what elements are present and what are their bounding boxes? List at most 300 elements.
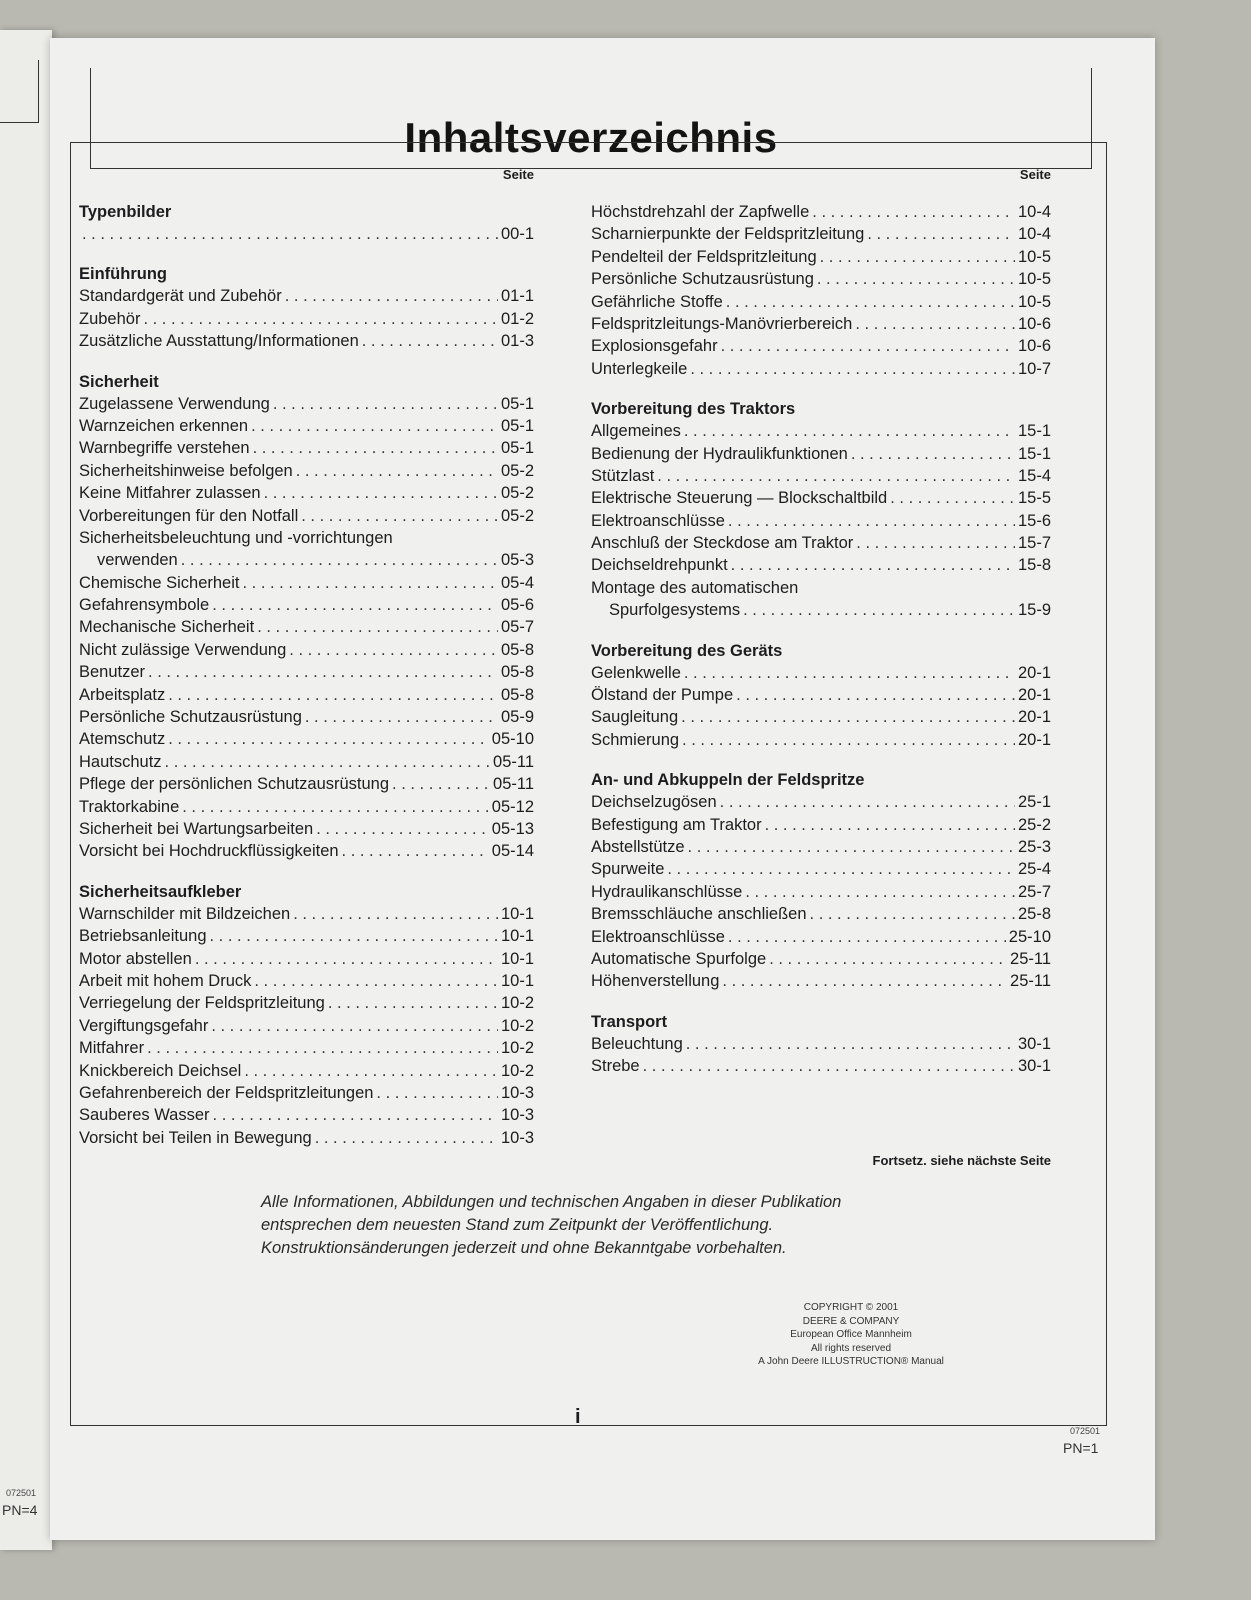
toc-entry[interactable]: [79, 925, 534, 947]
dot-leader: [769, 948, 1007, 970]
toc-entry-page: 00-1: [500, 225, 534, 243]
toc-entry-text: Allgemeines: [591, 422, 681, 441]
toc-entry-page: 10-3: [500, 1106, 534, 1125]
toc-entry-page: 10-2: [500, 1039, 534, 1058]
dot-leader: [726, 291, 1015, 313]
toc-entry[interactable]: [79, 1060, 534, 1082]
dot-leader: [213, 1104, 498, 1126]
dot-leader: [244, 1060, 498, 1082]
toc-entry-text: Verriegelung der Feldspritzleitung: [79, 994, 325, 1013]
toc-entry-text: Feldspritzleitungs-Manövrierbereich: [591, 314, 853, 333]
toc-entry[interactable]: [591, 420, 1051, 442]
toc-entry[interactable]: [79, 684, 534, 706]
toc-entry[interactable]: [591, 554, 1051, 576]
dot-leader: [254, 970, 498, 992]
dot-leader: [328, 992, 498, 1014]
toc-entry-text: Stützlast: [591, 466, 655, 485]
toc-entry-page: 25-2: [1017, 815, 1051, 834]
toc-frame: [70, 142, 1107, 1426]
toc-entry-page: 10-6: [1017, 337, 1051, 356]
dot-leader: [820, 246, 1015, 268]
toc-entry-page: 05-1: [500, 394, 534, 413]
toc-entry[interactable]: [79, 437, 534, 459]
toc-entry-page: 05-8: [500, 640, 534, 659]
toc-entry-page: 25-11: [1010, 972, 1051, 991]
seite-label-left: Seite: [502, 167, 534, 182]
toc-entry-page: 10-3: [500, 1128, 534, 1147]
toc-entry-page: 15-1: [1017, 422, 1051, 441]
toc-entry-page: 05-11: [493, 752, 534, 771]
toc-entry[interactable]: [591, 970, 1051, 992]
toc-entry-text: Höchstdrehzahl der Zapfwelle: [591, 203, 810, 221]
toc-entry-text: Gefährliche Stoffe: [591, 292, 723, 311]
toc-entry-page: 05-6: [500, 596, 534, 615]
toc-entry-page: 20-1: [1017, 663, 1051, 682]
dot-leader: [305, 706, 498, 728]
dot-leader: [643, 1055, 1015, 1077]
toc-entry[interactable]: [79, 460, 534, 482]
toc-entry-page: 05-14: [491, 842, 534, 861]
toc-section-title: Vorbereitung des Geräts: [591, 641, 783, 660]
toc-section-title: An- und Abkuppeln der Feldspritze: [591, 771, 865, 790]
toc-entry-page: 15-1: [1017, 444, 1051, 463]
toc-entry[interactable]: [79, 308, 534, 330]
toc-entry[interactable]: [79, 415, 534, 437]
toc-entry-text: Pendelteil der Feldspritzleitung: [591, 247, 817, 266]
dot-leader: [212, 594, 498, 616]
toc-entry-page: 15-5: [1017, 489, 1051, 508]
dot-leader: [731, 554, 1015, 576]
toc-entry-page: 05-12: [491, 797, 534, 816]
toc-entry[interactable]: [591, 791, 1051, 813]
dot-leader: [856, 532, 1015, 554]
toc-entry[interactable]: [591, 487, 1051, 509]
toc-entry[interactable]: [591, 532, 1051, 554]
dot-leader: [722, 970, 1007, 992]
toc-entry-page: 20-1: [1017, 708, 1051, 727]
copyright-line: A John Deere ILLUSTRUCTION® Manual: [758, 1356, 944, 1367]
toc-entry-page: 25-1: [1017, 793, 1051, 812]
toc-entry[interactable]: [79, 948, 534, 970]
toc-entry[interactable]: [79, 330, 534, 352]
toc-entry-page: 30-1: [1017, 1034, 1051, 1053]
toc-entry[interactable]: [591, 926, 1051, 948]
toc-entry-page: 15-9: [1017, 601, 1051, 620]
toc-entry-text: Zusätzliche Ausstattung/Informationen: [79, 332, 359, 351]
toc-entry-page: 05-2: [500, 484, 534, 503]
toc-entry-text: Bedienung der Hydraulikfunktionen: [591, 444, 848, 463]
toc-entry-page: 05-2: [500, 506, 534, 525]
right-footer-pn: PN=1: [1063, 1440, 1099, 1456]
toc-entry[interactable]: [79, 594, 534, 616]
document-page: [50, 38, 1155, 1540]
dot-leader: [684, 420, 1015, 442]
toc-section-title: Vorbereitung des Traktors: [591, 400, 796, 419]
dot-leader: [316, 818, 489, 840]
toc-entry-text: Deichseldrehpunkt: [591, 556, 728, 575]
toc-entry-text: Hautschutz: [79, 752, 162, 771]
toc-entry[interactable]: [79, 1037, 534, 1059]
toc-entry-page: 10-2: [500, 994, 534, 1013]
toc-left-column: [79, 143, 534, 1149]
toc-entry-text: Sicherheitshinweise befolgen: [79, 461, 293, 480]
toc-entry-text: Pflege der persönlichen Schutzausrüstung: [79, 775, 390, 794]
toc-entry-page: 10-5: [1017, 292, 1051, 311]
toc-entry[interactable]: [591, 465, 1051, 487]
toc-entry[interactable]: [591, 881, 1051, 903]
copyright-line: COPYRIGHT © 2001: [803, 1302, 899, 1313]
toc-entry-text: Arbeitsplatz: [79, 685, 166, 704]
dot-leader: [720, 791, 1015, 813]
toc-entry[interactable]: [591, 814, 1051, 836]
toc-entry-page: 25-11: [1010, 949, 1051, 968]
toc-entry[interactable]: [79, 285, 534, 307]
toc-entry-page: 10-1: [500, 971, 534, 990]
toc-entry-page: 05-10: [491, 730, 534, 749]
dot-leader: [721, 335, 1015, 357]
toc-entry-page: 10-2: [500, 1016, 534, 1035]
toc-entry[interactable]: [591, 291, 1051, 313]
toc-section: [79, 881, 534, 1149]
toc-entry-text: Explosionsgefahr: [591, 337, 718, 356]
toc-entry[interactable]: [79, 903, 534, 925]
toc-entry-text: Anschluß der Steckdose am Traktor: [591, 534, 854, 553]
dot-leader: [667, 858, 1015, 880]
toc-entry-page: 10-1: [500, 904, 534, 923]
toc-entry-text: Vergiftungsgefahr: [79, 1016, 209, 1035]
toc-entry[interactable]: [591, 684, 1051, 706]
toc-entry-text: Saugleitung: [591, 708, 679, 727]
toc-entry-page: 05-1: [500, 439, 534, 458]
dot-leader: [812, 201, 1015, 223]
toc-entry[interactable]: [591, 223, 1051, 245]
toc-entry-page: 10-1: [500, 927, 534, 946]
toc-entry-page: 01-2: [500, 309, 534, 328]
toc-entry-page: 10-2: [500, 1061, 534, 1080]
toc-entry[interactable]: [591, 1033, 1051, 1055]
toc-section: [79, 263, 534, 352]
toc-section: [591, 398, 1051, 622]
toc-entry-page: 10-4: [1017, 225, 1051, 244]
toc-entry-page: 05-13: [491, 819, 534, 838]
toc-entry-text: Chemische Sicherheit: [79, 573, 240, 592]
toc-entry-text: Zubehör: [79, 309, 141, 328]
dot-leader: [315, 1127, 498, 1149]
toc-entry[interactable]: [591, 706, 1051, 728]
toc-entry-text: Schmierung: [591, 730, 680, 749]
disclaimer-note: Alle Informationen, Abbildungen und technischen Angaben in dieser Publikation entsprechen dem neuesten Stand zum Zeitpunkt der Veröffentlichung. Konstruktionsänderungen jederzeit und ohne Bekanntgabe vorbehalten.: [261, 1193, 842, 1257]
toc-entry[interactable]: [79, 840, 534, 862]
dot-leader: [376, 1082, 498, 1104]
toc-entry[interactable]: [79, 393, 534, 415]
toc-entry[interactable]: [79, 818, 534, 840]
dot-leader: [684, 662, 1015, 684]
toc-entry[interactable]: [591, 246, 1051, 268]
toc-entry-text: Befestigung am Traktor: [591, 815, 762, 834]
toc-entry-page: 15-4: [1017, 466, 1051, 485]
toc-entry[interactable]: [79, 1082, 534, 1104]
toc-entry-page: 10-7: [1017, 359, 1051, 378]
toc-entry-text: Höhenverstellung: [591, 972, 720, 991]
toc-section: [79, 371, 534, 863]
toc-entry[interactable]: [79, 1015, 534, 1037]
dot-leader: [688, 836, 1015, 858]
toc-entry-text: Unterlegkeile: [591, 359, 688, 378]
toc-entry-text: Vorbereitungen für den Notfall: [79, 506, 299, 525]
dot-leader: [253, 437, 498, 459]
dot-leader: [264, 482, 498, 504]
page-title: Inhaltsverzeichnis: [404, 114, 778, 161]
toc-entry-text: Keine Mitfahrer zulassen: [79, 484, 261, 503]
toc-entry-text: Warnbegriffe verstehen: [79, 439, 250, 458]
toc-entry-page: 30-1: [1017, 1057, 1051, 1076]
toc-entry[interactable]: [79, 639, 534, 661]
toc-entry-page: 25-3: [1017, 837, 1051, 856]
toc-entry-text: Gefahrensymbole: [79, 596, 210, 615]
toc-entry-page: 15-8: [1017, 556, 1051, 575]
dot-leader: [736, 684, 1015, 706]
toc-entry[interactable]: [79, 1104, 534, 1126]
copyright-block: [731, 1301, 971, 1369]
dot-leader: [243, 572, 498, 594]
dot-leader: [392, 773, 490, 795]
dot-leader: [296, 460, 498, 482]
dot-leader: [273, 393, 498, 415]
toc-entry[interactable]: [591, 662, 1051, 684]
left-footer-code: 072501: [6, 1488, 37, 1498]
toc-entry-text: Vorsicht bei Hochdruckflüssigkeiten: [79, 842, 339, 861]
toc-entry-text: Gelenkwelle: [591, 663, 681, 682]
toc-section-title: Transport: [591, 1012, 668, 1031]
toc-entry[interactable]: [79, 751, 534, 773]
toc-entry[interactable]: [591, 599, 1051, 621]
toc-entry[interactable]: [79, 505, 534, 527]
toc-section-title: Sicherheitsaufkleber: [79, 882, 242, 901]
toc-entry[interactable]: [591, 335, 1051, 357]
toc-entry-page: 10-5: [1017, 270, 1051, 289]
toc-entry-page: 20-1: [1017, 686, 1051, 705]
toc-entry-text: Warnzeichen erkennen: [79, 416, 249, 435]
toc-entry-page: 05-3: [500, 551, 534, 570]
toc-entry-text: Scharnierpunkte der Feldspritzleitung: [591, 225, 865, 244]
toc-entry[interactable]: [591, 903, 1051, 925]
toc-entry[interactable]: [591, 268, 1051, 290]
copyright-line: DEERE & COMPANY: [802, 1315, 900, 1327]
toc-entry[interactable]: [79, 773, 534, 795]
toc-entry-text: Automatische Spurfolge: [591, 949, 767, 968]
toc-entry[interactable]: [591, 358, 1051, 380]
right-footer-code: 072501: [1070, 1426, 1101, 1436]
toc-entry-page: 05-7: [500, 618, 534, 637]
toc-entry-text: Warnschilder mit Bildzeichen: [79, 904, 291, 923]
toc-entry-text: Sauberes Wasser: [79, 1106, 210, 1125]
dot-leader: [148, 661, 498, 683]
dot-leader: [195, 948, 498, 970]
dot-leader: [210, 925, 498, 947]
dot-leader: [342, 840, 489, 862]
toc-section-title: Einführung: [79, 265, 167, 284]
dot-leader: [810, 903, 1015, 925]
toc-entry-text: Hydraulikanschlüsse: [591, 882, 743, 901]
toc-entry-text: Traktorkabine: [79, 797, 180, 816]
toc-entry-text: Sicherheit bei Wartungsarbeiten: [79, 819, 314, 838]
toc-entry-page: 05-2: [500, 461, 534, 480]
toc-section: [79, 201, 534, 245]
dot-leader: [293, 903, 498, 925]
dot-leader: [728, 510, 1015, 532]
toc-entry[interactable]: [591, 201, 1051, 223]
toc-entry[interactable]: [591, 443, 1051, 465]
toc-section: [591, 640, 1051, 752]
toc-entry-text: Atemschutz: [79, 730, 166, 749]
toc-entry[interactable]: [79, 661, 534, 683]
toc-entry[interactable]: [79, 616, 534, 638]
toc-section: [591, 1011, 1051, 1078]
toc-entry-text: Elektroanschlüsse: [591, 927, 725, 946]
toc-section: [591, 769, 1051, 993]
dot-leader: [817, 268, 1015, 290]
dot-leader: [251, 415, 498, 437]
toc-entry-page: 05-9: [500, 708, 534, 727]
dot-leader: [181, 549, 498, 571]
dot-leader: [362, 330, 498, 352]
toc-entry-text: Persönliche Schutzausrüstung: [591, 270, 814, 289]
dot-leader: [182, 796, 489, 818]
toc-entry-page: 10-4: [1017, 203, 1051, 221]
toc-entry-text: Standardgerät und Zubehör: [79, 287, 282, 306]
toc-entry-text: verwenden: [97, 551, 178, 570]
toc-entry-text: Deichselzugösen: [591, 793, 717, 812]
dot-leader: [855, 313, 1015, 335]
continued-note: Fortsetz. siehe nächste Seite: [872, 1153, 1051, 1168]
dot-leader: [147, 1037, 498, 1059]
copyright-line: European Office Mannheim: [790, 1329, 912, 1340]
toc-entry-text: Sicherheitsbeleuchtung und -vorrichtungen: [79, 528, 393, 547]
toc-entry-page: 05-8: [500, 685, 534, 704]
toc-entry[interactable]: [591, 1055, 1051, 1077]
dot-leader: [745, 881, 1015, 903]
toc-entry[interactable]: [79, 992, 534, 1014]
dot-leader: [682, 729, 1015, 751]
dot-leader: [765, 814, 1015, 836]
toc-entry[interactable]: [79, 970, 534, 992]
toc-entry[interactable]: [79, 1127, 534, 1149]
dot-leader: [211, 1015, 498, 1037]
toc-entry[interactable]: [591, 729, 1051, 751]
toc-entry-text: Vorsicht bei Teilen in Bewegung: [79, 1128, 312, 1147]
toc-entry[interactable]: [79, 527, 534, 549]
dot-leader: [681, 706, 1015, 728]
toc-entry-page: 05-1: [500, 416, 534, 435]
toc-entry-text: Nicht zulässige Verwendung: [79, 640, 287, 659]
dot-leader: [82, 223, 498, 245]
toc-entry-page: 05-11: [493, 775, 534, 794]
seite-label-right: Seite: [1019, 167, 1051, 182]
toc-right-column: [591, 143, 1051, 1168]
toc-entry-text: Zugelassene Verwendung: [79, 394, 270, 413]
toc-entry-text: Elektrische Steuerung — Blockschaltbild: [591, 489, 888, 508]
dot-leader: [690, 358, 1015, 380]
dot-leader: [143, 308, 498, 330]
toc-entry[interactable]: [591, 577, 1051, 599]
toc-entry[interactable]: [591, 948, 1051, 970]
toc-entry-text: Beleuchtung: [591, 1034, 683, 1053]
toc-entry-text: Arbeit mit hohem Druck: [79, 971, 252, 990]
toc-entry-page: 05-4: [500, 573, 534, 592]
toc-entry[interactable]: [79, 572, 534, 594]
left-footer-pn: PN=4: [2, 1502, 38, 1518]
toc-entry-text: Mitfahrer: [79, 1039, 145, 1058]
toc-entry-text: Mechanische Sicherheit: [79, 618, 255, 637]
toc-entry-text: Bremsschläuche anschließen: [591, 905, 807, 924]
dot-leader: [728, 926, 1006, 948]
toc-entry-text: Spurfolgesystems: [609, 601, 741, 620]
dot-leader: [168, 728, 489, 750]
previous-page-frame: [0, 60, 39, 123]
toc-entry-page: 25-8: [1017, 905, 1051, 924]
dot-leader: [289, 639, 498, 661]
toc-entry-page: 15-7: [1017, 534, 1051, 553]
toc-entry-page: 15-6: [1017, 511, 1051, 530]
toc-entry-text: Strebe: [591, 1057, 640, 1076]
toc-entry[interactable]: [79, 482, 534, 504]
toc-entry-page: 01-1: [500, 287, 534, 306]
dot-leader: [743, 599, 1015, 621]
toc-entry-page: 25-10: [1008, 927, 1051, 946]
copyright-line: All rights reserved: [810, 1342, 892, 1354]
toc-entry-text: Persönliche Schutzausrüstung: [79, 708, 302, 727]
dot-leader: [686, 1033, 1015, 1055]
previous-page-edge: [0, 30, 52, 1550]
dot-leader: [867, 223, 1015, 245]
dot-leader: [301, 505, 498, 527]
toc-entry[interactable]: [591, 858, 1051, 880]
toc-entry-text: Abstellstütze: [591, 837, 685, 856]
toc-entry-page: 25-7: [1017, 882, 1051, 901]
toc-section-title: Sicherheit: [79, 372, 159, 391]
toc-entry-page: 10-3: [500, 1083, 534, 1102]
toc-entry-page: 10-1: [500, 949, 534, 968]
toc-entry-page: 25-4: [1017, 860, 1051, 879]
toc-entry[interactable]: [79, 223, 534, 245]
toc-entry[interactable]: [79, 549, 534, 571]
toc-entry-page: 10-5: [1017, 247, 1051, 266]
toc-entry-text: Ölstand der Pumpe: [591, 686, 734, 705]
toc-entry-text: Elektroanschlüsse: [591, 511, 725, 530]
toc-entry[interactable]: [591, 313, 1051, 335]
dot-leader: [890, 487, 1015, 509]
toc-entry-page: 10-6: [1017, 314, 1051, 333]
toc-entry-text: Gefahrenbereich der Feldspritzleitungen: [79, 1083, 374, 1102]
dot-leader: [285, 285, 498, 307]
toc-entry[interactable]: [591, 836, 1051, 858]
toc-entry-page: 01-3: [500, 332, 534, 351]
toc-entry-page: 05-8: [500, 663, 534, 682]
dot-leader: [165, 751, 490, 773]
toc-entry-text: Knickbereich Deichsel: [79, 1061, 242, 1080]
toc-entry[interactable]: [79, 796, 534, 818]
toc-entry-page: 20-1: [1017, 730, 1051, 749]
toc-entry[interactable]: [591, 510, 1051, 532]
dot-leader: [851, 443, 1015, 465]
page-number: i: [575, 1406, 581, 1428]
dot-leader: [168, 684, 498, 706]
toc-entry[interactable]: [79, 728, 534, 750]
toc-entry[interactable]: [79, 706, 534, 728]
dot-leader: [657, 465, 1015, 487]
toc-section-title: Typenbilder: [79, 203, 172, 221]
toc-entry-text: Motor abstellen: [79, 949, 192, 968]
